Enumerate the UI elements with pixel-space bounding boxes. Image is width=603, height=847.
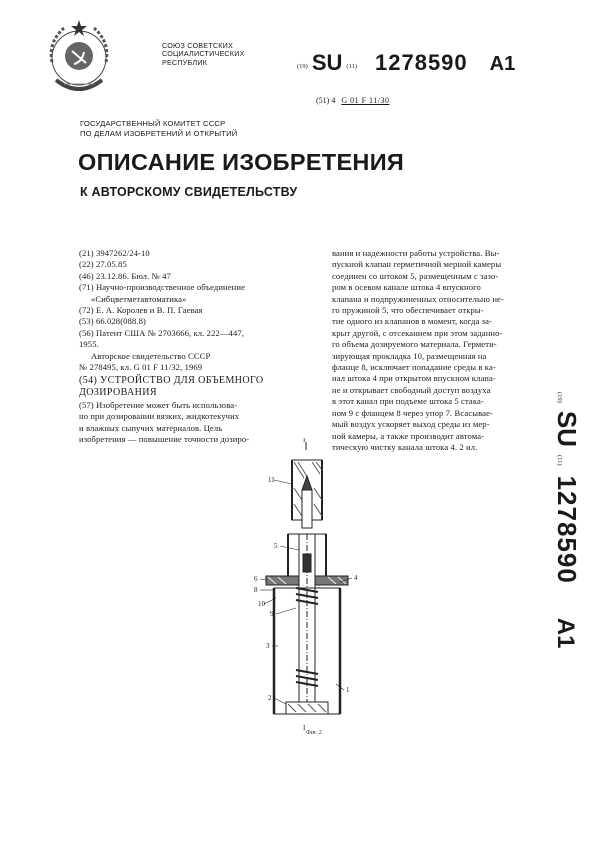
kind-code: A1 <box>489 53 516 75</box>
abstract-line: зирующая прокладка 10, размещенная на <box>332 350 487 361</box>
abstract-line: ром в осевом канале штока 4 впускного <box>332 282 481 293</box>
document-title: ОПИСАНИЕ ИЗОБРЕТЕНИЯ <box>78 149 405 175</box>
abstract-line: фланце 8, исключает попадание среды в ка- <box>332 362 496 373</box>
abstract-line: ном 9 с фланцем 8 через упор 7. Всасывае- <box>332 407 493 418</box>
invention-title-line: ДОЗИРОВАНИЯ <box>79 387 157 398</box>
side-kind-code: A1 <box>552 617 579 649</box>
biblio-line: (72) Е. А. Королев и В. П. Гаевая <box>79 305 203 316</box>
committee-line: ГОСУДАРСТВЕННЫЙ КОМИТЕТ СССР <box>80 119 226 128</box>
bibliographic-data <box>79 248 245 373</box>
abstract-line: мый воздух ускоряет выход среды из мер- <box>332 419 490 430</box>
biblio-line: (53) 66.028(088.8) <box>79 316 146 327</box>
side-code-19: (19) <box>556 392 563 403</box>
abstract-line: тие одного из клапанов в момент, когда за- <box>332 316 492 327</box>
abstract-right <box>332 248 504 453</box>
abstract-line: пускной клапан герметичной мерной камеры <box>332 259 502 270</box>
country-line: СОЦИАЛИСТИЧЕСКИХ <box>162 49 245 59</box>
side-stamp <box>548 392 588 682</box>
biblio-line: № 278495, кл. G 01 F 11/32, 1969 <box>79 362 203 373</box>
callout-label: 2 <box>268 694 272 702</box>
biblio-line: (46) 23.12.86. Бюл. № 47 <box>79 270 171 281</box>
section-mark: I <box>303 724 306 732</box>
patent-number: 1278590 <box>375 50 468 75</box>
technical-drawing <box>236 438 376 738</box>
invention-title <box>79 375 264 399</box>
code-19: (19) <box>297 63 308 70</box>
section-mark: I <box>303 438 306 444</box>
abstract-line: клапана и подпружиненных относительно не- <box>332 293 504 304</box>
patent-number-block <box>297 50 515 76</box>
biblio-line: Авторское свидетельство СССР <box>91 350 211 361</box>
callout-label: 11 <box>268 476 275 484</box>
abstract-line: го объема дозируемого материала. Гермети- <box>332 339 497 350</box>
abstract-line: крыт другой, с отсеканием при этом заданно- <box>332 327 503 338</box>
biblio-line: (22) 27.05.85 <box>79 259 127 270</box>
invention-title-line: (54) УСТРОЙСТВО ДЛЯ ОБЪЕМНОГО <box>79 375 264 386</box>
country-code: SU <box>311 50 343 75</box>
abstract-line: в этот канал при подъеме штока 5 стака- <box>332 396 484 407</box>
committee-line: ПО ДЕЛАМ ИЗОБРЕТЕНИЙ И ОТКРЫТИЙ <box>80 129 238 138</box>
callout-label: 8 <box>254 586 258 594</box>
abstract-line: соединен со штоком 5, размещенным с зазо- <box>332 270 499 281</box>
abstract-line: нал штока 4 при открытом впускном клапа- <box>332 373 496 384</box>
biblio-line: 1955. <box>79 339 99 350</box>
biblio-line: «Сибцветметавтоматика» <box>91 293 187 304</box>
ipc-class: G 01 F 11/30 <box>341 96 390 105</box>
biblio-line: (71) Научно-производственное объединение <box>79 282 245 293</box>
abstract-line: (57) Изобретение может быть использова- <box>79 400 238 410</box>
biblio-line: (21) 3947262/24-10 <box>79 248 150 258</box>
callout-label: 9 <box>270 610 274 618</box>
figure-caption: Фиг. 2 <box>306 730 322 736</box>
country-block <box>162 42 245 67</box>
abstract-line: вания и надежности работы устройства. Вы- <box>332 248 500 258</box>
abstract-line: тическую чистку канала штока 4. 2 ил. <box>332 441 478 452</box>
callout-label: 4 <box>354 574 358 582</box>
abstract-line: ной камеры, а также производит автома- <box>332 430 485 441</box>
abstract-left <box>79 400 249 446</box>
callout-label: 5 <box>274 542 278 550</box>
code-51: (51) 4 <box>316 96 336 105</box>
callout-label: 1 <box>346 686 350 694</box>
document-subtitle: К АВТОРСКОМУ СВИДЕТЕЛЬСТВУ <box>80 185 298 199</box>
side-country-code: SU <box>552 410 582 447</box>
callout-label: 10 <box>258 600 265 608</box>
country-line: СОЮЗ СОВЕТСКИХ <box>162 41 233 50</box>
committee-block <box>80 119 237 139</box>
abstract-line: изобретения — повышение точности дозиро- <box>79 434 250 445</box>
callout-label: 6 <box>254 575 258 583</box>
abstract-line: но при дозировании вязких, жидкотекучих <box>79 411 240 422</box>
code-11: (11) <box>346 63 357 70</box>
ussr-emblem <box>44 18 114 102</box>
abstract-line: и влажных сыпучих материалов. Цель <box>79 422 223 433</box>
country-line: РЕСПУБЛИК <box>162 57 208 67</box>
abstract-line: не и открывает свободный доступ воздуха <box>332 384 491 395</box>
callout-label: 3 <box>266 642 270 650</box>
ipc-line <box>316 96 389 105</box>
abstract-line: го пружиной 5, что обеспечивает откры- <box>332 305 484 316</box>
biblio-line: (56) Патент США № 2703666, кл. 222—447, <box>79 327 244 338</box>
side-code-11: (11) <box>556 454 563 466</box>
side-patent-number: 1278590 <box>552 475 582 584</box>
